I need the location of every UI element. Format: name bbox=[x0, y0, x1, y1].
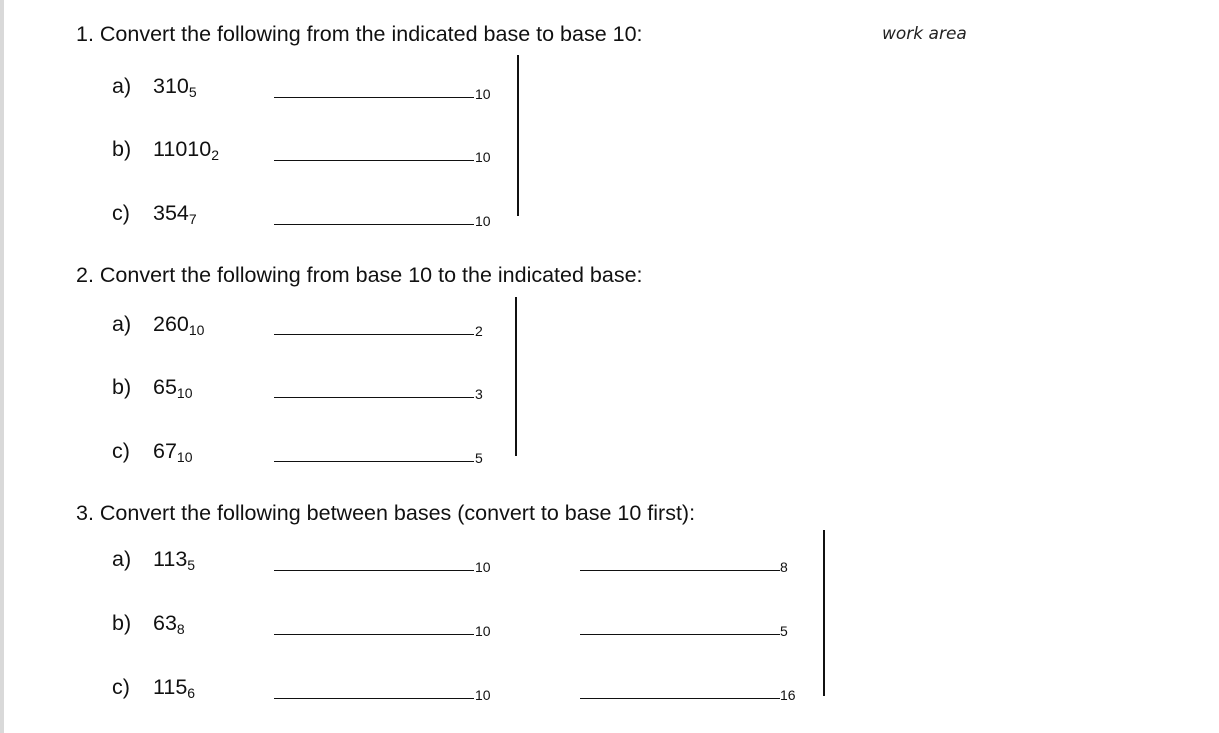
problem-1a bbox=[112, 76, 197, 98]
problem-3c bbox=[112, 677, 195, 699]
work-area-divider-1 bbox=[517, 55, 519, 216]
answer-base: 10 bbox=[475, 149, 491, 165]
item-letter: b) bbox=[112, 137, 132, 161]
answer-line bbox=[274, 97, 474, 98]
item-letter: b) bbox=[112, 611, 132, 635]
item-base: 5 bbox=[188, 84, 197, 100]
answer-line bbox=[274, 334, 474, 335]
item-base: 5 bbox=[187, 557, 196, 573]
item-letter: a) bbox=[112, 74, 132, 98]
answer-line bbox=[580, 698, 780, 699]
answer-line bbox=[580, 570, 780, 571]
answer-base: 5 bbox=[475, 450, 483, 466]
answer-base: 10 bbox=[475, 687, 491, 703]
answer-base: 10 bbox=[475, 559, 491, 575]
answer-base: 16 bbox=[780, 687, 796, 703]
work-area-divider-3 bbox=[823, 530, 825, 696]
answer-blank-3a-base10[interactable] bbox=[274, 547, 504, 575]
answer-base: 10 bbox=[475, 623, 491, 639]
answer-blank-1a[interactable] bbox=[274, 74, 504, 102]
problem-2c bbox=[112, 441, 193, 463]
item-letter: c) bbox=[112, 675, 130, 699]
item-number: 65 bbox=[153, 375, 177, 399]
item-base: 6 bbox=[187, 685, 196, 701]
item-base: 8 bbox=[176, 621, 185, 637]
problem-3a bbox=[112, 549, 195, 571]
item-letter: b) bbox=[112, 375, 132, 399]
answer-base: 8 bbox=[780, 559, 788, 575]
problem-2a bbox=[112, 314, 204, 336]
answer-line bbox=[274, 570, 474, 571]
answer-base: 3 bbox=[475, 386, 483, 402]
work-area-label: work area bbox=[882, 24, 967, 44]
item-base: 7 bbox=[188, 211, 197, 227]
work-area-divider-2 bbox=[515, 297, 517, 456]
answer-base: 10 bbox=[475, 213, 491, 229]
problem-3b bbox=[112, 613, 185, 635]
answer-blank-3c-target[interactable] bbox=[580, 675, 810, 703]
answer-line bbox=[274, 461, 474, 462]
problem-2b bbox=[112, 377, 193, 399]
item-number: 113 bbox=[153, 547, 188, 571]
item-number: 115 bbox=[153, 675, 188, 699]
answer-base: 10 bbox=[475, 86, 491, 102]
answer-blank-3b-target[interactable] bbox=[580, 611, 810, 639]
answer-base: 5 bbox=[780, 623, 788, 639]
item-number: 260 bbox=[153, 312, 189, 336]
answer-blank-2b[interactable] bbox=[274, 374, 504, 402]
item-number: 63 bbox=[153, 611, 177, 635]
item-letter: a) bbox=[112, 312, 132, 336]
answer-line bbox=[274, 397, 474, 398]
answer-line bbox=[274, 224, 474, 225]
answer-line bbox=[274, 698, 474, 699]
answer-line bbox=[274, 634, 474, 635]
problem-1b bbox=[112, 139, 219, 161]
item-letter: a) bbox=[112, 547, 132, 571]
answer-blank-3b-base10[interactable] bbox=[274, 611, 504, 639]
item-number: 310 bbox=[153, 74, 189, 98]
answer-base: 2 bbox=[475, 323, 483, 339]
answer-line bbox=[274, 160, 474, 161]
item-base: 10 bbox=[176, 449, 193, 465]
item-letter: c) bbox=[112, 201, 130, 225]
item-number: 354 bbox=[153, 201, 189, 225]
answer-line bbox=[580, 634, 780, 635]
answer-blank-2a[interactable] bbox=[274, 311, 504, 339]
section-2-heading: 2. Convert the following from base 10 to the indicated base: bbox=[76, 263, 643, 287]
answer-blank-3c-base10[interactable] bbox=[274, 675, 504, 703]
section-3-heading: 3. Convert the following between bases (convert to base 10 first): bbox=[76, 501, 696, 525]
item-number: 67 bbox=[153, 439, 177, 463]
answer-blank-1b[interactable] bbox=[274, 137, 504, 165]
item-base: 10 bbox=[188, 322, 205, 338]
item-base: 2 bbox=[211, 147, 219, 163]
page-left-edge bbox=[0, 0, 4, 733]
answer-blank-2c[interactable] bbox=[274, 438, 504, 466]
answer-blank-3a-target[interactable] bbox=[580, 547, 810, 575]
answer-blank-1c[interactable] bbox=[274, 201, 504, 229]
item-letter: c) bbox=[112, 439, 130, 463]
problem-1c bbox=[112, 203, 197, 225]
section-1-heading: 1. Convert the following from the indicated base to base 10: bbox=[76, 22, 643, 46]
item-number: 11010 bbox=[153, 137, 212, 161]
item-base: 10 bbox=[176, 385, 193, 401]
